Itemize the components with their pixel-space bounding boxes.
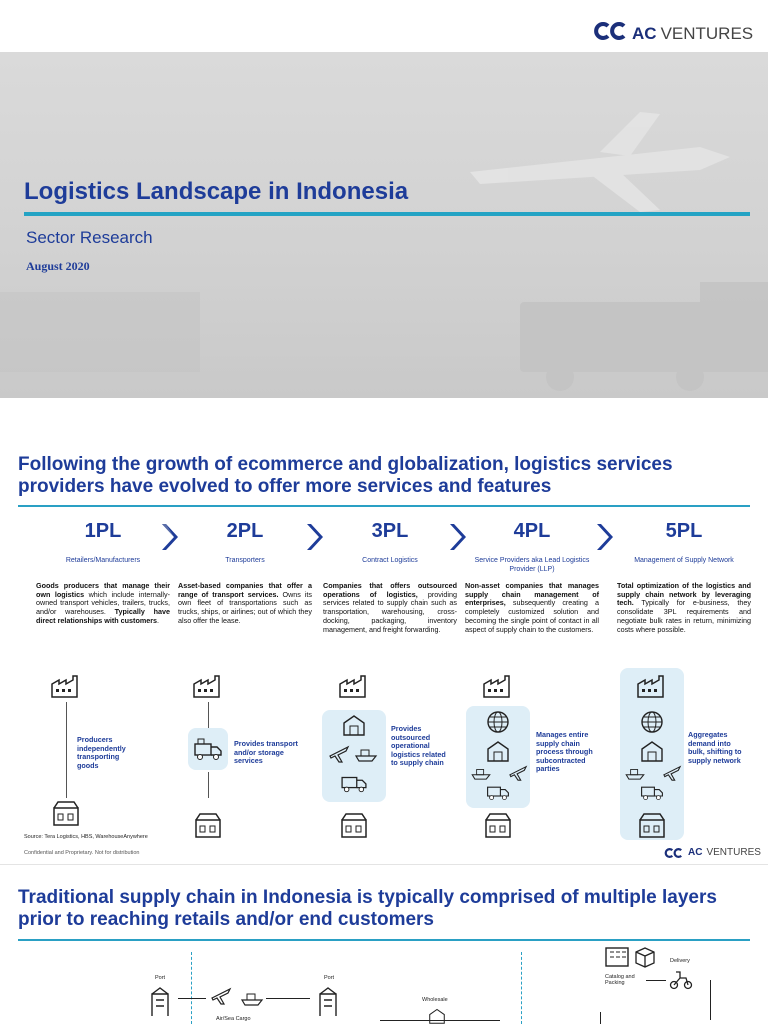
box-icon	[634, 946, 656, 968]
airplane-icon	[508, 764, 528, 782]
truck-icon	[340, 772, 368, 794]
desc-plain: which include internally-owned transport vehicles, trailers, trucks, and/or warehouses.	[36, 589, 170, 617]
column-subtitle: Contract Logistics	[362, 557, 418, 564]
column-heading: 5PL	[665, 520, 703, 542]
desc-plain: Typically for e-business, they consolidate 3PL requirements and negotiate bulk rates in return, minimizing costs where possible.	[617, 598, 751, 634]
warehouse-icon	[342, 714, 366, 736]
desc-bold: Goods producers that manage their own logistics	[36, 581, 170, 599]
label-wholesale: Wholesale	[422, 997, 448, 1003]
store-icon	[52, 800, 80, 826]
column-subtitle: Management of Supply Network	[634, 557, 734, 564]
ship-icon	[624, 766, 646, 780]
cover-date: August 2020	[26, 259, 90, 273]
flow-arrow	[266, 998, 310, 999]
column-description	[36, 582, 170, 626]
truck-icon	[486, 782, 510, 802]
slide2-title-underline	[18, 939, 750, 941]
desc-plain: Owns its own fleet of transportations such as trucks, ships, or airlines; out of which they also offer the lease.	[178, 589, 312, 625]
column-subtitle: Service Providers aka Lead Logistics Provider (LLP)	[474, 557, 590, 573]
chevron-right-icon	[160, 522, 178, 552]
side-text-1pl: Producers independently transporting goods	[77, 735, 126, 770]
slide2-title: Traditional supply chain in Indonesia is typically comprised of multiple layers prior to reaching retails and/or end customers	[18, 887, 717, 930]
airplane-icon	[208, 986, 234, 1006]
desc-plain: providing services related to supply chain such as transportation, warehousing, cross-docking, packaging, inventory management, and freight forwarding.	[323, 589, 457, 634]
store-icon	[340, 812, 368, 838]
cover-background-image	[0, 52, 768, 398]
side-text-5pl: Aggregates demand into bulk, shifting to supply network	[688, 730, 742, 765]
desc-bold: Total optimization of the logistics and supply chain network by leveraging tech.	[617, 581, 751, 608]
ship-icon	[470, 766, 492, 780]
column-description	[178, 582, 312, 626]
slide1-title: Following the growth of ecommerce and globalization, logistics services providers have evolved to offer more services and features	[18, 454, 673, 497]
warehouse-icon	[486, 740, 510, 762]
flow-line	[66, 702, 67, 798]
brand-logo-ventures: VENTURES	[660, 23, 754, 43]
flow-arrow	[710, 980, 711, 1020]
factory-icon	[636, 672, 668, 698]
factory-icon	[192, 672, 224, 698]
column-3pl	[323, 520, 457, 634]
column-1pl	[36, 520, 170, 626]
column-description	[323, 582, 457, 634]
flow-arrow	[380, 1020, 500, 1021]
column-heading: 3PL	[371, 520, 409, 542]
label-air-sea-cargo: Air/Sea Cargo	[216, 1016, 251, 1022]
factory-icon	[482, 672, 514, 698]
label-port-left: Port	[155, 975, 166, 981]
airplane-icon	[662, 764, 682, 782]
globe-icon	[486, 710, 510, 734]
column-5pl	[617, 520, 751, 634]
catalog-icon	[604, 946, 630, 968]
store-icon	[638, 812, 666, 838]
column-heading: 4PL	[513, 520, 551, 542]
source-note: Source: Tera Logistics, HBS, WarehouseAnywhere	[24, 834, 148, 840]
flow-arrow	[646, 980, 666, 981]
side-text-3pl: Provides outsourced operational logistics related to supply chain	[391, 724, 446, 767]
truck-icon	[193, 738, 223, 762]
column-heading: 2PL	[226, 520, 264, 542]
chevron-right-icon	[448, 522, 466, 552]
brand-logo-ac: AC	[632, 23, 657, 43]
column-2pl	[178, 520, 312, 626]
brand-logo-mark	[594, 22, 628, 45]
cover-title: Logistics Landscape in Indonesia	[24, 178, 409, 205]
warehouse-icon	[640, 740, 664, 762]
delivery-scooter-icon	[668, 968, 694, 990]
footer-logo-mark	[664, 848, 684, 858]
factory-icon	[338, 672, 370, 698]
column-subtitle: Transporters	[225, 557, 265, 564]
flow-arrow	[600, 1012, 601, 1024]
cover-banner	[0, 52, 768, 398]
cover-subtitle: Sector Research	[26, 228, 153, 247]
brand-logo	[594, 22, 753, 45]
slide-separator	[0, 864, 768, 865]
port-crane-icon	[148, 986, 174, 1016]
desc-end: .	[157, 615, 160, 625]
label-delivery: Delivery	[670, 958, 690, 964]
column-heading: 1PL	[84, 520, 122, 542]
port-crane-icon	[316, 986, 342, 1016]
cover-title-underline	[24, 212, 750, 216]
footer-logo	[664, 847, 761, 858]
ship-icon	[240, 990, 264, 1006]
column-4pl	[465, 520, 599, 634]
chevron-right-icon	[305, 522, 323, 552]
globe-icon	[640, 710, 664, 734]
ship-icon	[354, 746, 378, 762]
chevron-right-icon	[595, 522, 613, 552]
desc-bold: Non-asset companies that manages supply chain management of enterprises,	[465, 581, 599, 608]
label-catalog-packing: Catalog and Packing	[605, 974, 635, 986]
desc-bold: Asset-based companies that offer a range of transport services.	[178, 581, 312, 599]
column-description	[617, 582, 751, 634]
stage-divider	[191, 952, 192, 1024]
desc-bold-2: Typically have direct relationships with customers	[36, 607, 170, 625]
label-port-right: Port	[324, 975, 335, 981]
flow-arrow	[178, 998, 206, 999]
footer-logo-ventures: VENTURES	[706, 847, 761, 858]
truck-icon	[640, 782, 664, 802]
footer-logo-ac: AC	[688, 847, 703, 858]
flow-line	[208, 702, 209, 728]
side-text-2pl: Provides transport and/or storage services	[234, 739, 298, 765]
desc-bold: Companies that offers outsourced operations of logistics,	[323, 581, 457, 599]
airplane-icon	[328, 744, 350, 764]
desc-plain: subsequently creating a completely customized solution and becoming the single point of contact in all aspect of supply chain to the customers.	[465, 598, 599, 634]
side-text-4pl: Manages entire supply chain process through subcontracted parties	[536, 730, 593, 773]
warehouse-icon	[426, 1008, 448, 1024]
confidential-note: Confidential and Proprietary. Not for distribution	[24, 850, 140, 856]
slide1-title-underline	[18, 505, 750, 507]
stage-divider	[521, 952, 522, 1024]
column-subtitle: Retailers/Manufacturers	[65, 557, 141, 564]
column-description	[465, 582, 599, 634]
factory-icon	[50, 672, 82, 698]
store-icon	[194, 812, 222, 838]
store-icon	[484, 812, 512, 838]
flow-line	[208, 772, 209, 798]
